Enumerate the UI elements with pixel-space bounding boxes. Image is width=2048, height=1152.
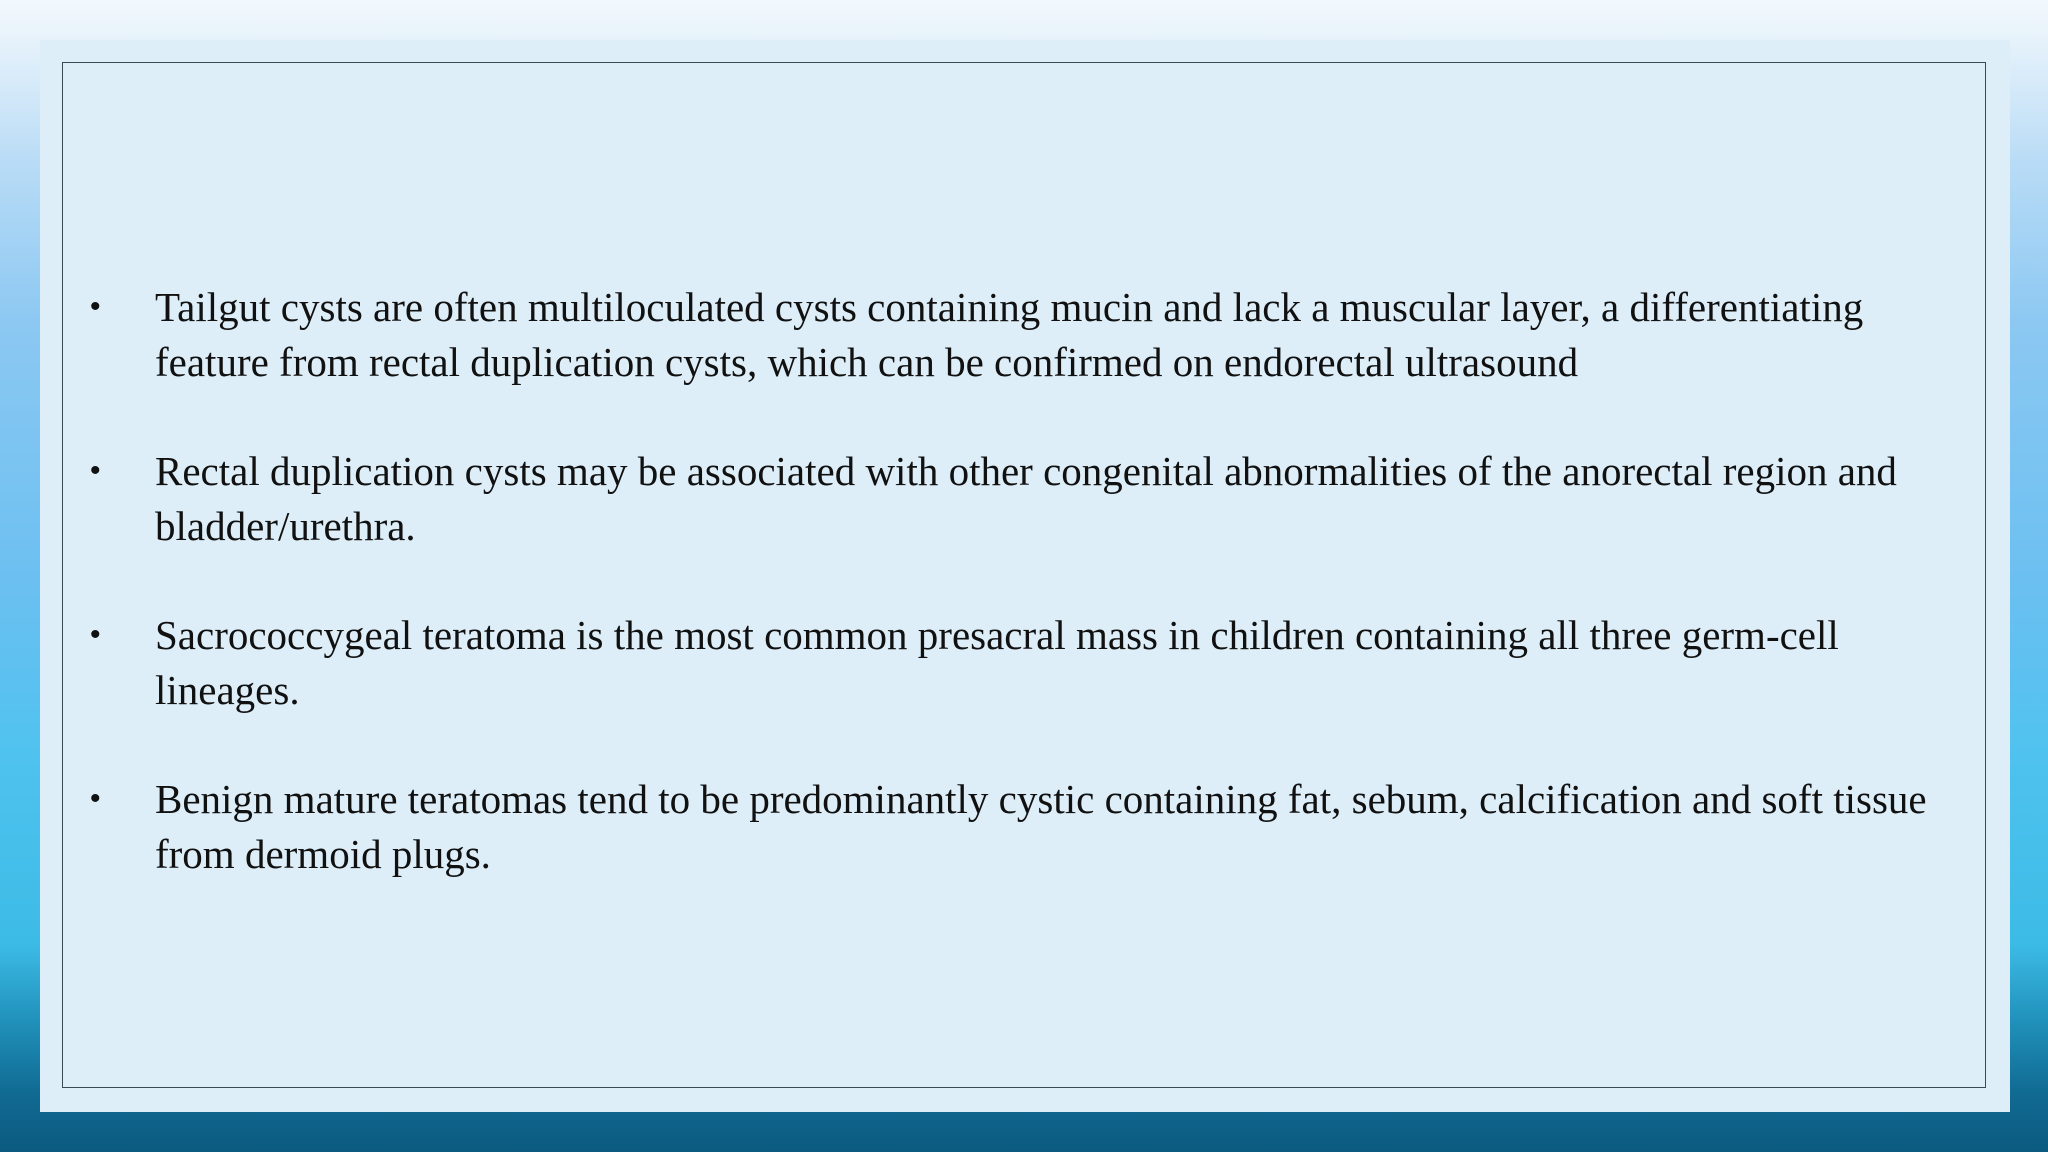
bullet-text: Rectal duplication cysts may be associated with other congenital abnormalities of the anorectal region and bladder/urethra. (155, 448, 1897, 549)
bullet-item-rectal-duplication-cysts (88, 444, 1948, 553)
bullet-icon: • (90, 454, 101, 487)
bullet-icon: • (90, 618, 101, 651)
bullet-icon: • (90, 782, 101, 815)
bullet-text: Sacrococcygeal teratoma is the most common presacral mass in children containing all three germ-cell lineages. (155, 612, 1839, 713)
bullet-text: Tailgut cysts are often multiloculated cysts containing mucin and lack a muscular layer, a differentiating feature from rectal duplication cysts, which can be confirmed on endorectal ultrasound (155, 284, 1864, 385)
bullet-item-benign-mature-teratomas (88, 772, 1948, 881)
bullet-list (88, 280, 1948, 936)
bullet-item-tailgut-cysts (88, 280, 1948, 389)
bullet-icon: • (90, 290, 101, 323)
bullet-text: Benign mature teratomas tend to be predominantly cystic containing fat, sebum, calcification and soft tissue from dermoid plugs. (155, 776, 1927, 877)
bullet-item-sacrococcygeal-teratoma (88, 608, 1948, 717)
